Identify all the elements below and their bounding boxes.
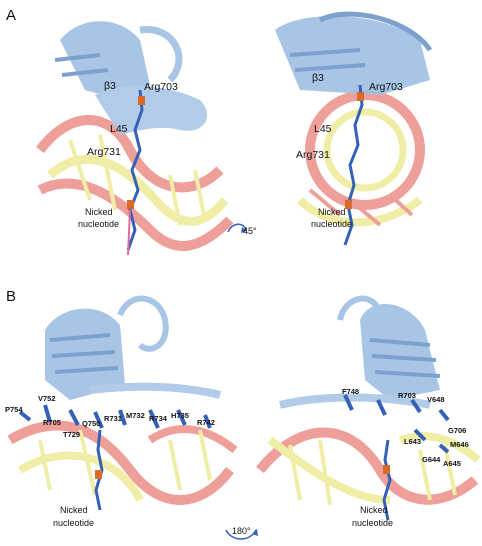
- label-beta3: β3: [312, 72, 324, 84]
- residue-label-f748: F748: [342, 387, 360, 396]
- nicked-label-line1: Nicked: [318, 207, 346, 217]
- dna-helix: [260, 433, 478, 506]
- residue-label-m732: M732: [126, 411, 145, 420]
- label-l45: L45: [314, 123, 332, 135]
- rotation-label-180: 180°: [232, 526, 251, 536]
- residue-label-r742: R742: [197, 418, 215, 427]
- nicked-label-line1: Nicked: [85, 207, 113, 217]
- residue-label-g706: G706: [448, 426, 467, 435]
- panel-b-left-view: [5, 299, 235, 528]
- nicked-label-line2: nucleotide: [311, 219, 353, 229]
- label-arg703: Arg703: [144, 81, 178, 93]
- label-arg703: Arg703: [369, 81, 403, 93]
- residue-label-p754: P754: [5, 405, 23, 414]
- residue-label-h735: H735: [171, 411, 189, 420]
- rotation-label-45: 45°: [243, 226, 257, 236]
- panel-b-right-view: [260, 299, 478, 528]
- nicked-label-line2: nucleotide: [53, 518, 95, 528]
- nicked-label-line2: nucleotide: [78, 219, 120, 229]
- protein-cartoon: [275, 14, 430, 95]
- label-arg731: Arg731: [87, 146, 121, 158]
- residue-label-l643: L643: [404, 437, 422, 446]
- panel-b-letter: B: [6, 288, 17, 305]
- residue-label-a645: A645: [443, 459, 461, 468]
- residue-label-r703: R703: [398, 391, 416, 400]
- protein-cartoon: [280, 299, 440, 405]
- label-beta3: β3: [104, 80, 116, 92]
- dna-helix: [10, 426, 235, 500]
- residue-label-t729: T729: [63, 430, 81, 439]
- panel-a-right-view: [275, 14, 430, 245]
- panel-a-letter: A: [6, 7, 17, 24]
- nicked-label-line2: nucleotide: [352, 518, 394, 528]
- protein-cartoon: [45, 299, 220, 400]
- residue-label-v648: V648: [427, 395, 445, 404]
- nicked-label-line1: Nicked: [360, 505, 388, 515]
- residue-label-q750: Q750: [82, 419, 101, 428]
- residue-label-g644: G644: [422, 455, 441, 464]
- residue-label-r734: R734: [149, 414, 167, 423]
- residue-label-v752: V752: [38, 394, 56, 403]
- residue-label-m646: M646: [450, 440, 469, 449]
- residue-label-r731: R731: [104, 414, 122, 423]
- label-arg731: Arg731: [296, 149, 330, 161]
- panel-a-left-view: [40, 21, 230, 255]
- nicked-label-line1: Nicked: [60, 505, 88, 515]
- residue-label-r705: R705: [43, 418, 61, 427]
- label-l45: L45: [110, 123, 128, 135]
